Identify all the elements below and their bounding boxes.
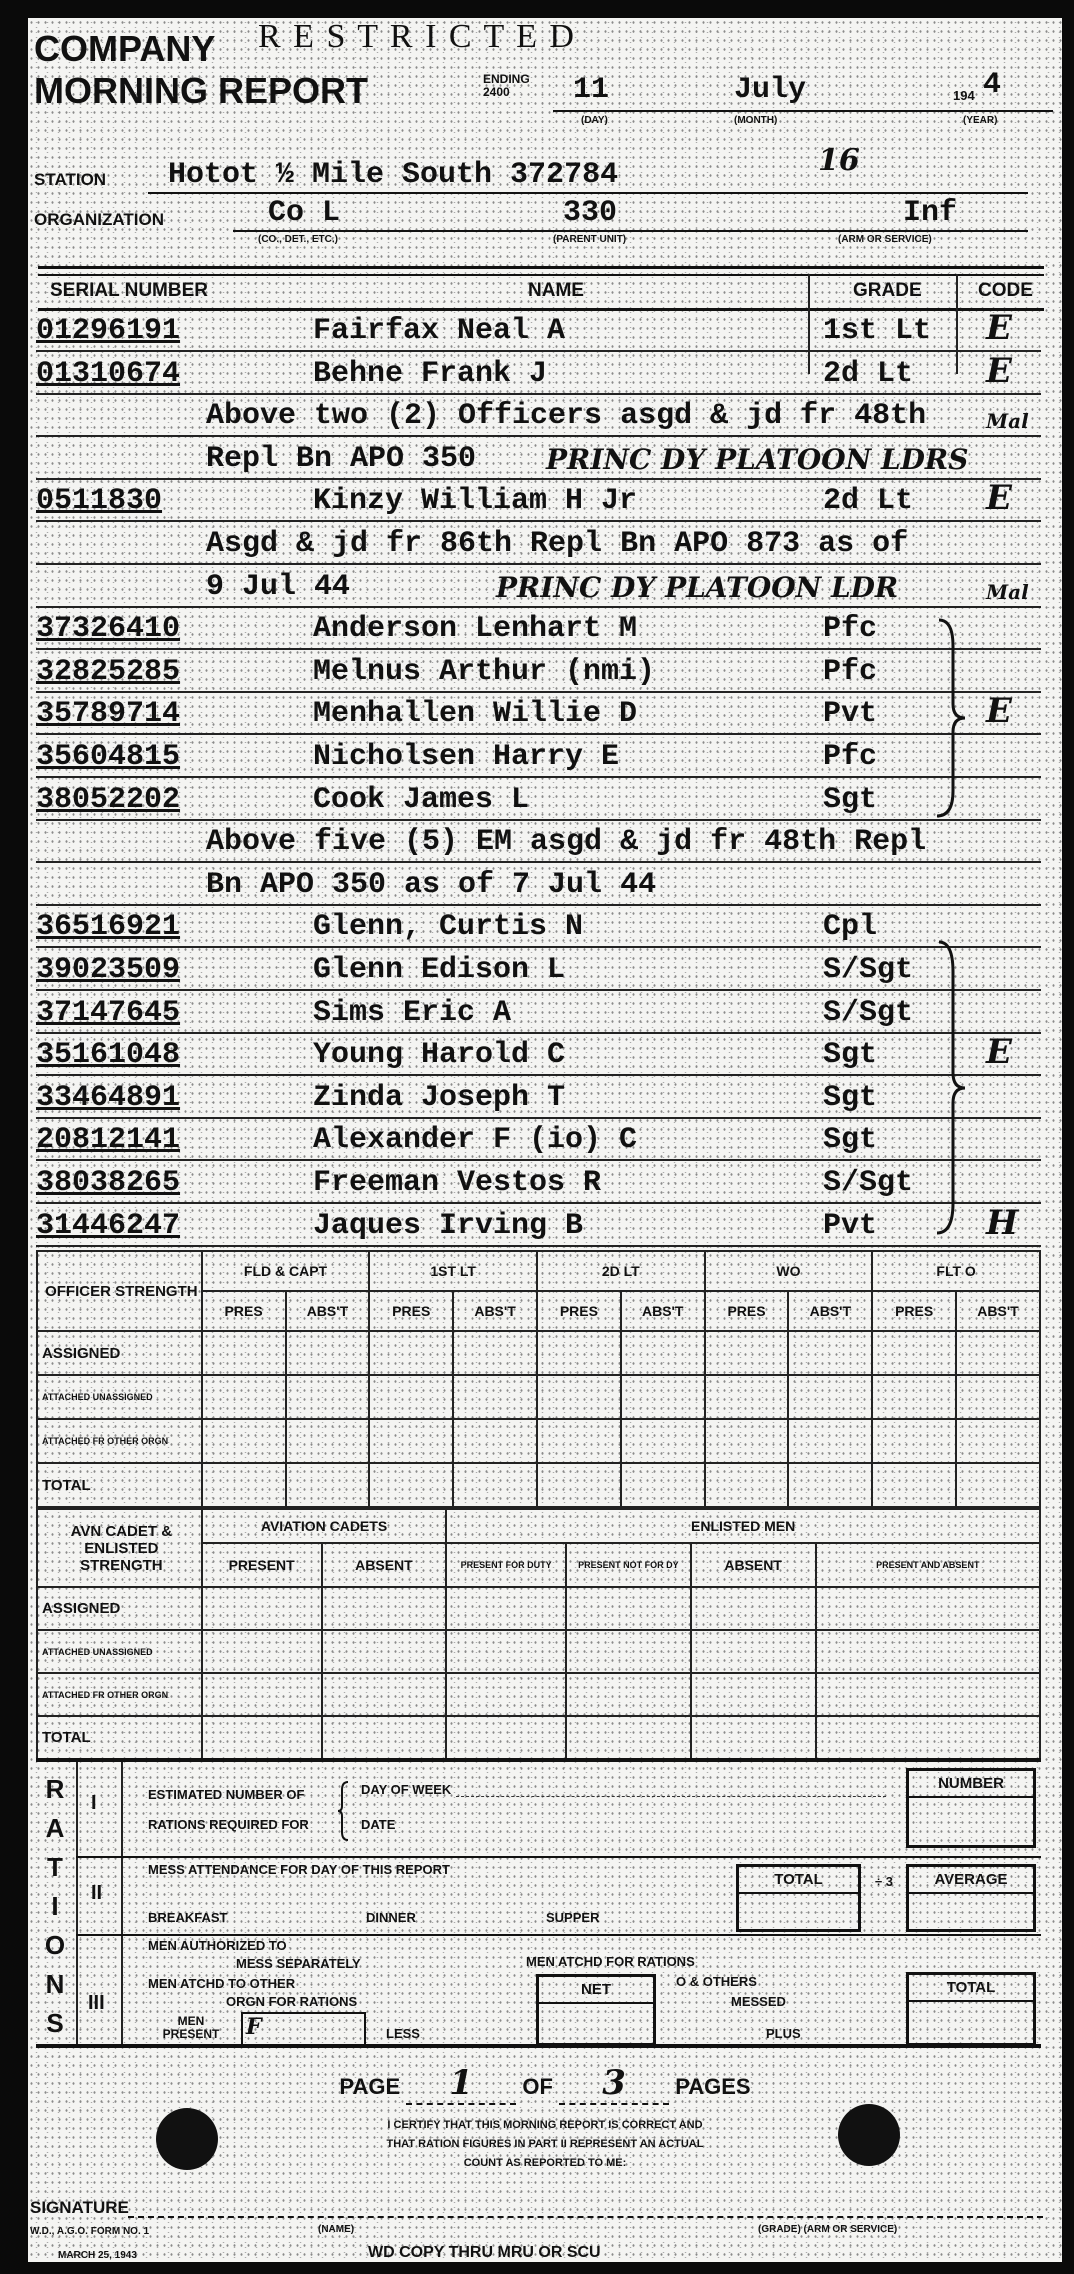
men-atchd-for-rations-label: MEN ATCHD FOR RATIONS [526, 1954, 695, 1969]
serial-number: 01296191 [36, 314, 181, 348]
serial-number: 32825285 [36, 654, 181, 689]
group-header: 1ST LT [369, 1251, 537, 1291]
mess-total-box[interactable] [736, 1864, 861, 1932]
rations-letter: T [47, 1852, 63, 1882]
col-name-header: NAME [528, 280, 584, 301]
row-label: ATTACHED FR OTHER ORGN [37, 1673, 202, 1716]
soldier-name: Sims Eric A [313, 995, 512, 1030]
strength-cell[interactable] [621, 1463, 705, 1507]
men-atchd-other-label: MEN ATCHD TO OTHER [148, 1976, 296, 1991]
strength-cell[interactable] [322, 1587, 447, 1630]
strength-cell[interactable] [446, 1630, 566, 1673]
strength-cell[interactable] [537, 1375, 621, 1419]
strength-cell[interactable] [369, 1375, 453, 1419]
strength-cell[interactable] [705, 1463, 789, 1507]
soldier-name: Nicholsen Harry E [313, 740, 620, 774]
strength-cell[interactable] [446, 1716, 566, 1759]
unit-sublabel: (CO., DET., ETC.) [258, 234, 338, 245]
rations-letter: O [44, 1930, 66, 1960]
pres-header: PRES [537, 1291, 621, 1331]
strength-cell[interactable] [705, 1331, 789, 1375]
col-code-header: CODE [978, 280, 1033, 301]
serial-number: 39023509 [36, 953, 181, 987]
ration-part-i: I [91, 1792, 97, 1814]
pres-header: PRES [705, 1291, 789, 1331]
morning-report-form [28, 18, 1062, 2262]
roster-note-row [36, 864, 1041, 906]
form-number: W.D., A.G.O. FORM NO. 1 [30, 2226, 150, 2237]
soldier-name: Freeman Vestos R [313, 1166, 602, 1200]
strength-cell[interactable] [788, 1419, 872, 1463]
enlisted-men-header: ENLISTED MEN [446, 1509, 1040, 1543]
name-sublabel: (NAME) [318, 2224, 355, 2235]
pages-label: PAGES [675, 2074, 751, 2099]
serial-number: 33464891 [36, 1080, 181, 1115]
duty-code: E [986, 1032, 1012, 1073]
grade-sublabel: (GRADE) (ARM OR SERVICE) [758, 2224, 898, 2235]
total-label: TOTAL [739, 1867, 858, 1894]
form-title-morning-report: MORNING REPORT [34, 70, 369, 111]
year-label: (YEAR) [963, 115, 998, 126]
plus-label: PLUS [766, 2026, 801, 2041]
grade: Sgt [823, 782, 878, 817]
page-indicator [28, 2063, 1062, 2105]
serial-number: 36516921 [36, 910, 181, 945]
grade: S/Sgt [823, 953, 914, 987]
rations-letter: N [45, 1969, 65, 1999]
soldier-name: Menhallen Willie D [313, 697, 638, 732]
strength-cell[interactable] [956, 1375, 1040, 1419]
col-header: PRESENT FOR DUTY [446, 1543, 566, 1587]
strength-cell[interactable] [872, 1419, 956, 1463]
roster-row [36, 1034, 1041, 1076]
absent-header: ABS'T [286, 1291, 370, 1331]
average-label: AVERAGE [909, 1867, 1033, 1894]
serial-number: 38038265 [36, 1166, 181, 1200]
certify-line: THAT RATION FIGURES IN PART II REPRESENT AN ACTUAL [386, 2138, 704, 2150]
strength-cell[interactable] [453, 1331, 537, 1375]
arm-sublabel: (ARM OR SERVICE) [838, 234, 932, 245]
strength-cell[interactable] [202, 1463, 286, 1507]
day-of-week-label: DAY OF WEEK [361, 1782, 452, 1797]
roster-note-row [36, 566, 1041, 608]
roster-row [36, 480, 1041, 522]
col-header: ABSENT [691, 1543, 816, 1587]
strength-cell[interactable] [202, 1375, 286, 1419]
col-header: PRESENT [202, 1543, 322, 1587]
strength-cell[interactable] [705, 1419, 789, 1463]
strength-cell[interactable] [691, 1630, 816, 1673]
report-day: 11 [573, 73, 610, 107]
strength-cell[interactable] [202, 1673, 322, 1716]
ending-label: ENDING 2400 [483, 72, 530, 99]
mess-attendance-title: MESS ATTENDANCE FOR DAY OF THIS REPORT [148, 1862, 450, 1877]
men-present-label: MEN PRESENT [162, 2014, 220, 2041]
serial-number: 01310674 [36, 356, 181, 391]
strength-cell[interactable] [621, 1331, 705, 1375]
date-label: DATE [361, 1817, 396, 1832]
year-prefix: 194 [953, 88, 975, 103]
signature-label: SIGNATURE [30, 2198, 129, 2217]
absent-header: ABS'T [453, 1291, 537, 1331]
certify-line: COUNT AS REPORTED TO ME: [463, 2157, 627, 2169]
of-label: OF [522, 2074, 553, 2099]
col-serial-header: SERIAL NUMBER [50, 280, 208, 301]
men-present-value: F [246, 2014, 262, 2040]
remark-text: 9 Jul 44 [206, 569, 351, 604]
ration-part-iii: III [88, 1992, 105, 2014]
grade: 2d Lt [823, 356, 914, 391]
strength-cell[interactable] [691, 1716, 816, 1759]
serial-number: 37326410 [36, 612, 181, 647]
orgn-for-rations-label: ORGN FOR RATIONS [226, 1994, 358, 2009]
strength-cell[interactable] [956, 1419, 1040, 1463]
roster-row [36, 651, 1041, 693]
strength-cell[interactable] [369, 1331, 453, 1375]
organization-arm: Inf [903, 196, 958, 230]
grade: Pfc [823, 654, 878, 689]
serial-number: 37147645 [36, 995, 181, 1030]
duty-code: H [986, 1202, 1019, 1243]
strength-cell[interactable] [537, 1419, 621, 1463]
duty-code: E [986, 478, 1012, 519]
soldier-name: Glenn, Curtis N [313, 910, 584, 945]
restricted-stamp: R E S T R I C T E D [258, 18, 576, 55]
average-box[interactable] [906, 1864, 1036, 1932]
group-header: FLT O [872, 1251, 1040, 1291]
pres-header: PRES [202, 1291, 286, 1331]
men-authorized-label: MEN AUTHORIZED TO [148, 1938, 287, 1953]
grade: Sgt [823, 1038, 878, 1073]
serial-number: 0511830 [36, 484, 163, 519]
row-label: ATTACHED FR OTHER ORGN [37, 1419, 202, 1463]
report-month: July [734, 73, 807, 107]
soldier-name: Anderson Lenhart M [313, 612, 638, 647]
station-value: Hotot ½ Mile South 372784 [168, 158, 619, 192]
certify-line: I CERTIFY THAT THIS MORNING REPORT IS CORRECT AND [387, 2119, 703, 2131]
serial-number: 35789714 [36, 697, 181, 732]
strength-cell[interactable] [956, 1331, 1040, 1375]
remark-text: Asgd & jd fr 86th Repl Bn APO 873 as of [206, 527, 909, 561]
strength-cell[interactable] [202, 1587, 322, 1630]
soldier-name: Fairfax Neal A [313, 314, 566, 348]
strength-cell[interactable] [446, 1673, 566, 1716]
strength-cell[interactable] [446, 1587, 566, 1630]
grade: Pfc [823, 740, 878, 774]
strength-cell[interactable] [872, 1375, 956, 1419]
soldier-name: Melnus Arthur (nmi) [313, 654, 656, 689]
strength-cell[interactable] [322, 1673, 447, 1716]
number-label: NUMBER [909, 1771, 1033, 1798]
brace-mark-2 [933, 938, 973, 1238]
strength-cell[interactable] [816, 1673, 1040, 1716]
aviation-cadets-header: AVIATION CADETS [202, 1509, 447, 1543]
col-header: ABSENT [322, 1543, 447, 1587]
ration-i-line1: ESTIMATED NUMBER OF [148, 1787, 305, 1802]
strength-cell[interactable] [286, 1331, 370, 1375]
strength-cell[interactable] [788, 1463, 872, 1507]
number-box[interactable] [906, 1768, 1036, 1848]
soldier-name: Glenn Edison L [313, 953, 566, 987]
rations-letter: I [51, 1891, 59, 1921]
strength-cell[interactable] [537, 1463, 621, 1507]
strength-cell[interactable] [202, 1331, 286, 1375]
strength-cell[interactable] [453, 1419, 537, 1463]
row-label: ATTACHED UNASSIGNED [37, 1375, 202, 1419]
strength-cell[interactable] [322, 1630, 447, 1673]
net-box[interactable] [536, 1974, 656, 2046]
soldier-name: Behne Frank J [313, 356, 548, 391]
strength-cell[interactable] [691, 1587, 816, 1630]
group-header: FLD & CAPT [202, 1251, 370, 1291]
grade: 2d Lt [823, 484, 914, 519]
form-title-company: COMPANY [34, 28, 216, 69]
rations-letter: R [45, 1774, 65, 1804]
roster-row [36, 1119, 1041, 1161]
strength-cell[interactable] [705, 1375, 789, 1419]
grade: Cpl [823, 910, 878, 945]
punch-hole [838, 2104, 900, 2166]
roster-note-row [36, 821, 1041, 863]
serial-number: 35161048 [36, 1038, 181, 1073]
report-year: 4 [983, 68, 1002, 102]
officer-strength-title: OFFICER STRENGTH [37, 1251, 202, 1331]
organization-unit: Co L [268, 196, 341, 230]
net-label: NET [539, 1977, 653, 2004]
remark-text: Above two (2) Officers asgd & jd fr 48th [206, 399, 927, 434]
handwritten-mark: 16 [818, 143, 860, 178]
day-of-week-field[interactable] [456, 1796, 886, 1797]
strength-cell[interactable] [788, 1331, 872, 1375]
strength-cell[interactable] [286, 1419, 370, 1463]
ration-i-line2: RATIONS REQUIRED FOR [148, 1817, 309, 1832]
col-header: PRESENT NOT FOR DY [566, 1543, 691, 1587]
remark-text: Repl Bn APO 350 [206, 441, 477, 476]
grade: Sgt [823, 1080, 878, 1115]
strength-cell[interactable] [369, 1463, 453, 1507]
strength-cell[interactable] [621, 1419, 705, 1463]
strength-cell[interactable] [816, 1587, 1040, 1630]
roster-row [36, 608, 1041, 650]
grade: 1st Lt [823, 314, 932, 348]
group-header: 2D LT [537, 1251, 705, 1291]
enlisted-strength-table [36, 1508, 1041, 1760]
grade: Pvt [823, 697, 878, 732]
signature-line[interactable] [128, 2216, 1043, 2218]
strength-cell[interactable] [691, 1673, 816, 1716]
roster-row [36, 992, 1041, 1034]
strength-cell[interactable] [537, 1331, 621, 1375]
soldier-name: Alexander F (io) C [313, 1123, 638, 1158]
o-others-label: O & OTHERS [676, 1974, 757, 1989]
strength-cell[interactable] [621, 1375, 705, 1419]
soldier-name: Jaques Irving B [313, 1208, 584, 1243]
rations-letter: A [45, 1813, 65, 1843]
pres-header: PRES [872, 1291, 956, 1331]
code-mark: Mal [986, 409, 1029, 434]
strength-cell[interactable] [453, 1375, 537, 1419]
code-mark: Mal [986, 579, 1029, 604]
organization-parent: 330 [563, 196, 618, 230]
rations-letter: S [46, 2008, 64, 2038]
station-label: STATION [34, 170, 107, 189]
col-header: PRESENT AND ABSENT [816, 1543, 1040, 1587]
grade: Sgt [823, 1123, 878, 1158]
row-label: TOTAL [37, 1463, 202, 1507]
page-number: 1 [406, 2063, 516, 2105]
punch-hole [156, 2108, 218, 2170]
roster-note-row [36, 438, 1041, 480]
breakfast-label: BREAKFAST [148, 1910, 228, 1925]
row-label: ASSIGNED [37, 1587, 202, 1630]
roster-row [36, 906, 1041, 948]
pres-header: PRES [369, 1291, 453, 1331]
form-date: MARCH 25, 1943 [58, 2250, 137, 2261]
strength-cell[interactable] [286, 1463, 370, 1507]
absent-header: ABS'T [788, 1291, 872, 1331]
roster-row [36, 779, 1041, 821]
row-label: ASSIGNED [37, 1331, 202, 1375]
grade: Pvt [823, 1208, 878, 1243]
officer-strength-table [36, 1250, 1041, 1508]
organization-label: ORGANIZATION [34, 210, 165, 229]
handwritten-remark: PRINC DY PLATOON LDR [496, 570, 899, 604]
strength-cell[interactable] [202, 1716, 322, 1759]
strength-cell[interactable] [816, 1630, 1040, 1673]
roster-note-row [36, 395, 1041, 437]
absent-header: ABS'T [621, 1291, 705, 1331]
men-present-box[interactable] [241, 2012, 366, 2046]
day-label: (DAY) [581, 115, 608, 126]
total-pages: 3 [559, 2063, 669, 2105]
handwritten-remark: PRINC DY PLATOON LDRS [546, 442, 969, 476]
strength-cell[interactable] [202, 1630, 322, 1673]
serial-number: 31446247 [36, 1208, 181, 1243]
strength-cell[interactable] [566, 1587, 691, 1630]
group-header: WO [705, 1251, 873, 1291]
messed-label: MESSED [731, 1994, 786, 2009]
strength-cell[interactable] [453, 1463, 537, 1507]
less-label: LESS [386, 2026, 420, 2041]
brace-icon [336, 1780, 352, 1842]
grade: S/Sgt [823, 1166, 914, 1200]
supper-label: SUPPER [546, 1910, 600, 1925]
serial-number: 20812141 [36, 1123, 181, 1158]
enlisted-strength-title: AVN CADET & ENLISTED STRENGTH [37, 1509, 202, 1587]
total-label: TOTAL [909, 1975, 1033, 2002]
soldier-name: Zinda Joseph T [313, 1080, 566, 1115]
strength-cell[interactable] [369, 1419, 453, 1463]
serial-number: 35604815 [36, 740, 181, 774]
strength-cell[interactable] [956, 1463, 1040, 1507]
strength-cell[interactable] [872, 1463, 956, 1507]
roster-note-row [36, 523, 1041, 565]
row-label: ATTACHED UNASSIGNED [37, 1630, 202, 1673]
copy-routing: WD COPY THRU MRU OR SCU [368, 2244, 601, 2261]
absent-header: ABS'T [956, 1291, 1040, 1331]
strength-cell[interactable] [202, 1419, 286, 1463]
serial-number: 38052202 [36, 782, 181, 817]
roster-row [36, 1077, 1041, 1119]
rations-section [36, 1758, 1041, 2048]
divide-by-3: ÷ 3 [875, 1874, 893, 1889]
roster-row [36, 350, 1041, 395]
month-label: (MONTH) [734, 115, 778, 126]
duty-code: E [986, 691, 1012, 732]
parent-sublabel: (PARENT UNIT) [553, 234, 627, 245]
duty-code: E [986, 350, 1012, 391]
grade: Pfc [823, 612, 878, 647]
ration-total-box[interactable] [906, 1972, 1036, 2046]
roster-row [36, 949, 1041, 991]
ration-part-ii: II [91, 1882, 103, 1904]
strength-cell[interactable] [816, 1716, 1040, 1759]
soldier-name: Cook James L [313, 782, 530, 817]
strength-cell[interactable] [566, 1673, 691, 1716]
strength-cell[interactable] [788, 1375, 872, 1419]
strength-cell[interactable] [322, 1716, 447, 1759]
grade: S/Sgt [823, 995, 914, 1030]
roster-row [36, 1162, 1041, 1204]
soldier-name: Young Harold C [313, 1038, 566, 1073]
remark-text: Bn APO 350 as of 7 Jul 44 [206, 867, 657, 902]
strength-cell[interactable] [566, 1716, 691, 1759]
strength-cell[interactable] [286, 1375, 370, 1419]
mess-separately-label: MESS SEPARATELY [236, 1956, 361, 1971]
brace-mark [933, 616, 973, 821]
row-label: TOTAL [37, 1716, 202, 1759]
roster-row [36, 1202, 1041, 1247]
col-grade-header: GRADE [853, 280, 922, 301]
strength-cell[interactable] [872, 1331, 956, 1375]
roster-row [36, 310, 1041, 352]
dinner-label: DINNER [366, 1910, 416, 1925]
page-label: PAGE [339, 2074, 401, 2099]
roster-row [36, 693, 1041, 735]
duty-code: E [986, 308, 1012, 348]
roster-row [36, 736, 1041, 778]
soldier-name: Kinzy William H Jr [313, 484, 638, 519]
remark-text: Above five (5) EM asgd & jd fr 48th Repl [206, 825, 927, 860]
strength-cell[interactable] [566, 1630, 691, 1673]
